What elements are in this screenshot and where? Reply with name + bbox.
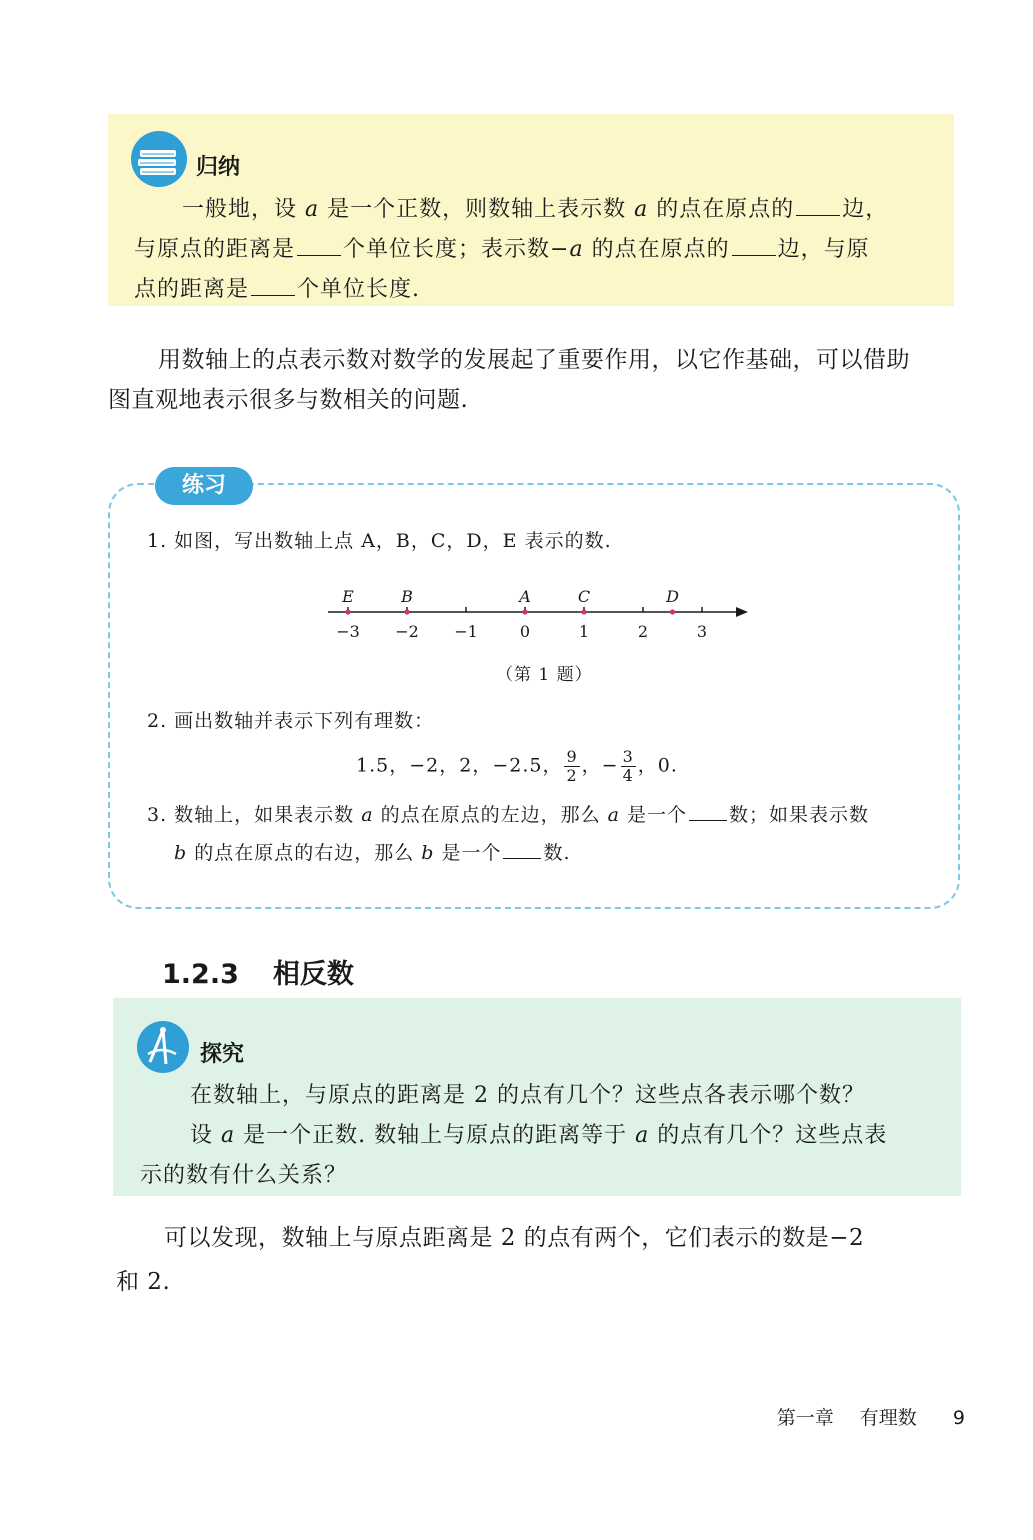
tick-label: 3 [696, 622, 708, 641]
blank [503, 840, 541, 859]
fraction-nine-halves: $\frac{9}{2}$ [566, 747, 578, 785]
page-number: 9 [952, 1407, 965, 1429]
explore-line-1: 在数轴上，与原点的距离是 2 的点有几个？这些点各表示哪个数？ [190, 1083, 865, 1108]
practice-question-1: 1. 如图，写出数轴上点 A，B，C，D，E 表示的数. [147, 530, 612, 552]
conclusion-line-1: 可以发现，数轴上与原点距离是 2 的点有两个，它们表示的数是−2 [164, 1225, 865, 1251]
tick-label: −1 [454, 622, 478, 641]
explore-line-2: 设 a 是一个正数. 数轴上与原点的距离等于 a 的点有几个？这些点表 [190, 1123, 888, 1148]
tick-label: −2 [395, 622, 419, 641]
body-para-line-1: 用数轴上的点表示数对数学的发展起了重要作用，以它作基础，可以借助 [158, 347, 910, 373]
blank [297, 237, 341, 256]
number-line-arrow [736, 607, 748, 617]
summary-line-1: 一般地，设 a 是一个正数，则数轴上表示数 a 的点在原点的 边， [182, 197, 889, 222]
footer-title: 有理数 [859, 1407, 917, 1429]
tick-label: 0 [519, 622, 531, 641]
explore-title: 探究 [200, 1042, 245, 1067]
point-label-c: C [577, 587, 591, 606]
footer-chapter: 第一章 [776, 1407, 834, 1429]
tick-label: −3 [336, 622, 360, 641]
blank [732, 237, 776, 256]
point-label-a: A [519, 587, 531, 606]
section-heading [162, 952, 354, 991]
compass-icon [136, 1020, 190, 1074]
point-label-e: E [342, 587, 354, 606]
point-marker-a [522, 609, 527, 614]
point-label-b: B [401, 587, 413, 606]
blank [796, 197, 840, 216]
explore-line-3: 示的数有什么关系？ [140, 1163, 348, 1188]
book-stack-icon [130, 130, 188, 188]
summary-line-2: 与原点的距离是 个单位长度；表示数−a 的点在原点的 边，与原 [134, 237, 870, 262]
number-line [320, 582, 760, 644]
point-marker-e [345, 609, 350, 614]
tick-label: 1 [578, 622, 590, 641]
point-marker-c [581, 609, 586, 614]
practice-question-3-line-1: 3. 数轴上，如果表示数 a 的点在原点的左边，那么 a 是一个 数；如果表示数 [147, 804, 870, 826]
blank [689, 802, 727, 821]
practice-question-3-line-2: b 的点在原点的右边，那么 b 是一个 数. [174, 842, 571, 864]
practice-tag: 练习 [155, 467, 253, 505]
conclusion-line-2: 和 2. [116, 1269, 171, 1295]
practice-question-2-values: 1.5，−2，2，−2.5， $\frac{9}{2}$ ，− $\frac{3}{4}$ ，0. [356, 747, 678, 785]
summary-title: 归纳 [196, 155, 241, 180]
body-para-line-2: 图直观地表示很多与数相关的问题. [108, 387, 469, 413]
blank [251, 277, 295, 296]
point-marker-d [670, 609, 675, 614]
section-number: 1.2.3 [162, 959, 239, 990]
point-label-d: D [666, 587, 679, 606]
tick-label: 2 [637, 622, 649, 641]
figure-caption: （第 1 题） [496, 665, 593, 685]
fraction-three-quarters: $\frac{3}{4}$ [622, 747, 634, 785]
summary-line-3: 点的距离是 个单位长度. [134, 277, 421, 302]
section-title: 相反数 [272, 959, 354, 990]
point-marker-b [404, 609, 409, 614]
practice-question-2: 2. 画出数轴并表示下列有理数： [147, 710, 435, 732]
page-footer [777, 1403, 965, 1430]
